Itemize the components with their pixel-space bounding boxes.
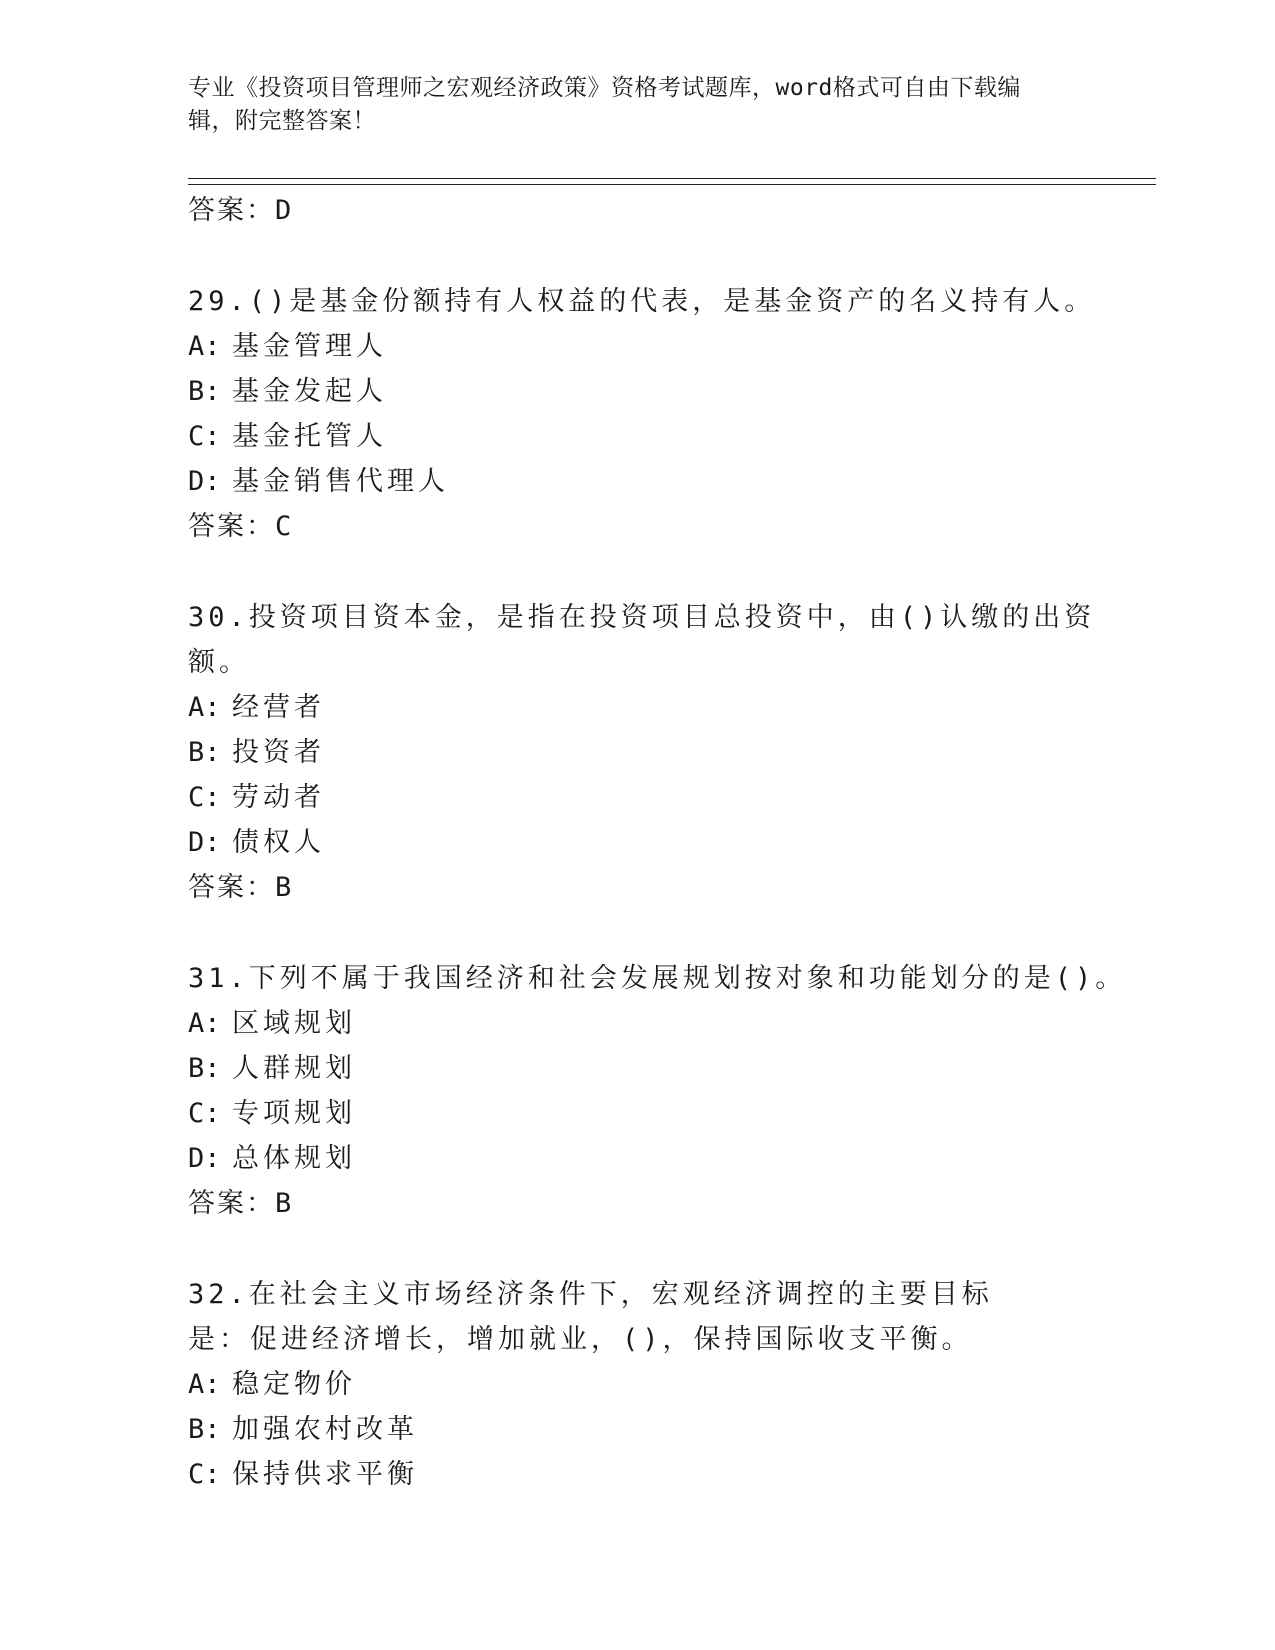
option-text: 债权人	[232, 827, 325, 858]
option-text: 稳定物价	[232, 1369, 356, 1400]
option-c	[188, 1452, 1148, 1497]
header-line-2: 辑，附完整答案！	[188, 108, 376, 134]
option-a	[188, 1362, 1148, 1407]
option-text: 基金销售代理人	[232, 466, 449, 497]
question-text: 31.下列不属于我国经济和社会发展规划按对象和功能划分的是()。	[188, 963, 1127, 994]
option-b	[188, 369, 1148, 414]
option-letter: A:	[188, 692, 221, 723]
option-text: 人群规划	[232, 1053, 356, 1084]
answer-line: 答案：B	[188, 872, 294, 903]
option-text: 劳动者	[232, 782, 325, 813]
option-b	[188, 1046, 1148, 1091]
question-list	[188, 188, 1148, 1497]
header-line-1: 专业《投资项目管理师之宏观经济政策》资格考试题库，word格式可自由下载编	[188, 75, 1021, 101]
option-letter: D:	[188, 1143, 221, 1174]
option-letter: D:	[188, 466, 221, 497]
option-d	[188, 1136, 1148, 1181]
option-a	[188, 1001, 1148, 1046]
question-31	[188, 956, 1148, 1226]
option-letter: B:	[188, 1053, 221, 1084]
option-text: 专项规划	[232, 1098, 356, 1129]
option-d	[188, 459, 1148, 504]
question-text: 29.()是基金份额持有人权益的代表，是基金资产的名义持有人。	[188, 286, 1096, 317]
option-letter: C:	[188, 421, 221, 452]
answer-line: 答案：C	[188, 511, 294, 542]
option-a	[188, 685, 1148, 730]
option-letter: C:	[188, 1459, 221, 1490]
option-b	[188, 730, 1148, 775]
option-text: 加强农村改革	[232, 1414, 418, 1445]
option-text: 基金管理人	[232, 331, 387, 362]
option-b	[188, 1407, 1148, 1452]
option-d	[188, 820, 1148, 865]
option-letter: A:	[188, 1369, 221, 1400]
option-a	[188, 324, 1148, 369]
option-text: 基金发起人	[232, 376, 387, 407]
option-letter: A:	[188, 331, 221, 362]
answer-line: 答案：B	[188, 1188, 294, 1219]
option-c	[188, 1091, 1148, 1136]
question-29	[188, 279, 1148, 549]
option-text: 投资者	[232, 737, 325, 768]
question-30	[188, 595, 1148, 910]
answer-line: 答案：D	[188, 195, 294, 226]
option-letter: B:	[188, 737, 221, 768]
option-letter: C:	[188, 782, 221, 813]
question-32	[188, 1272, 1148, 1497]
option-c	[188, 775, 1148, 820]
option-text: 区域规划	[232, 1008, 356, 1039]
option-text: 保持供求平衡	[232, 1459, 418, 1490]
header-double-rule	[188, 178, 1156, 185]
option-text: 经营者	[232, 692, 325, 723]
option-c	[188, 414, 1148, 459]
option-letter: B:	[188, 1414, 221, 1445]
option-letter: D:	[188, 827, 221, 858]
option-text: 总体规划	[232, 1143, 356, 1174]
option-letter: C:	[188, 1098, 221, 1129]
document-header	[188, 72, 1068, 138]
option-letter: A:	[188, 1008, 221, 1039]
question-text: 30.投资项目资本金，是指在投资项目总投资中，由()认缴的出资额。	[188, 602, 1096, 678]
option-text: 基金托管人	[232, 421, 387, 452]
option-letter: B:	[188, 376, 221, 407]
question-text: 32.在社会主义市场经济条件下，宏观经济调控的主要目标是：促进经济增长，增加就业，()，保持国际收支平衡。	[188, 1279, 993, 1355]
